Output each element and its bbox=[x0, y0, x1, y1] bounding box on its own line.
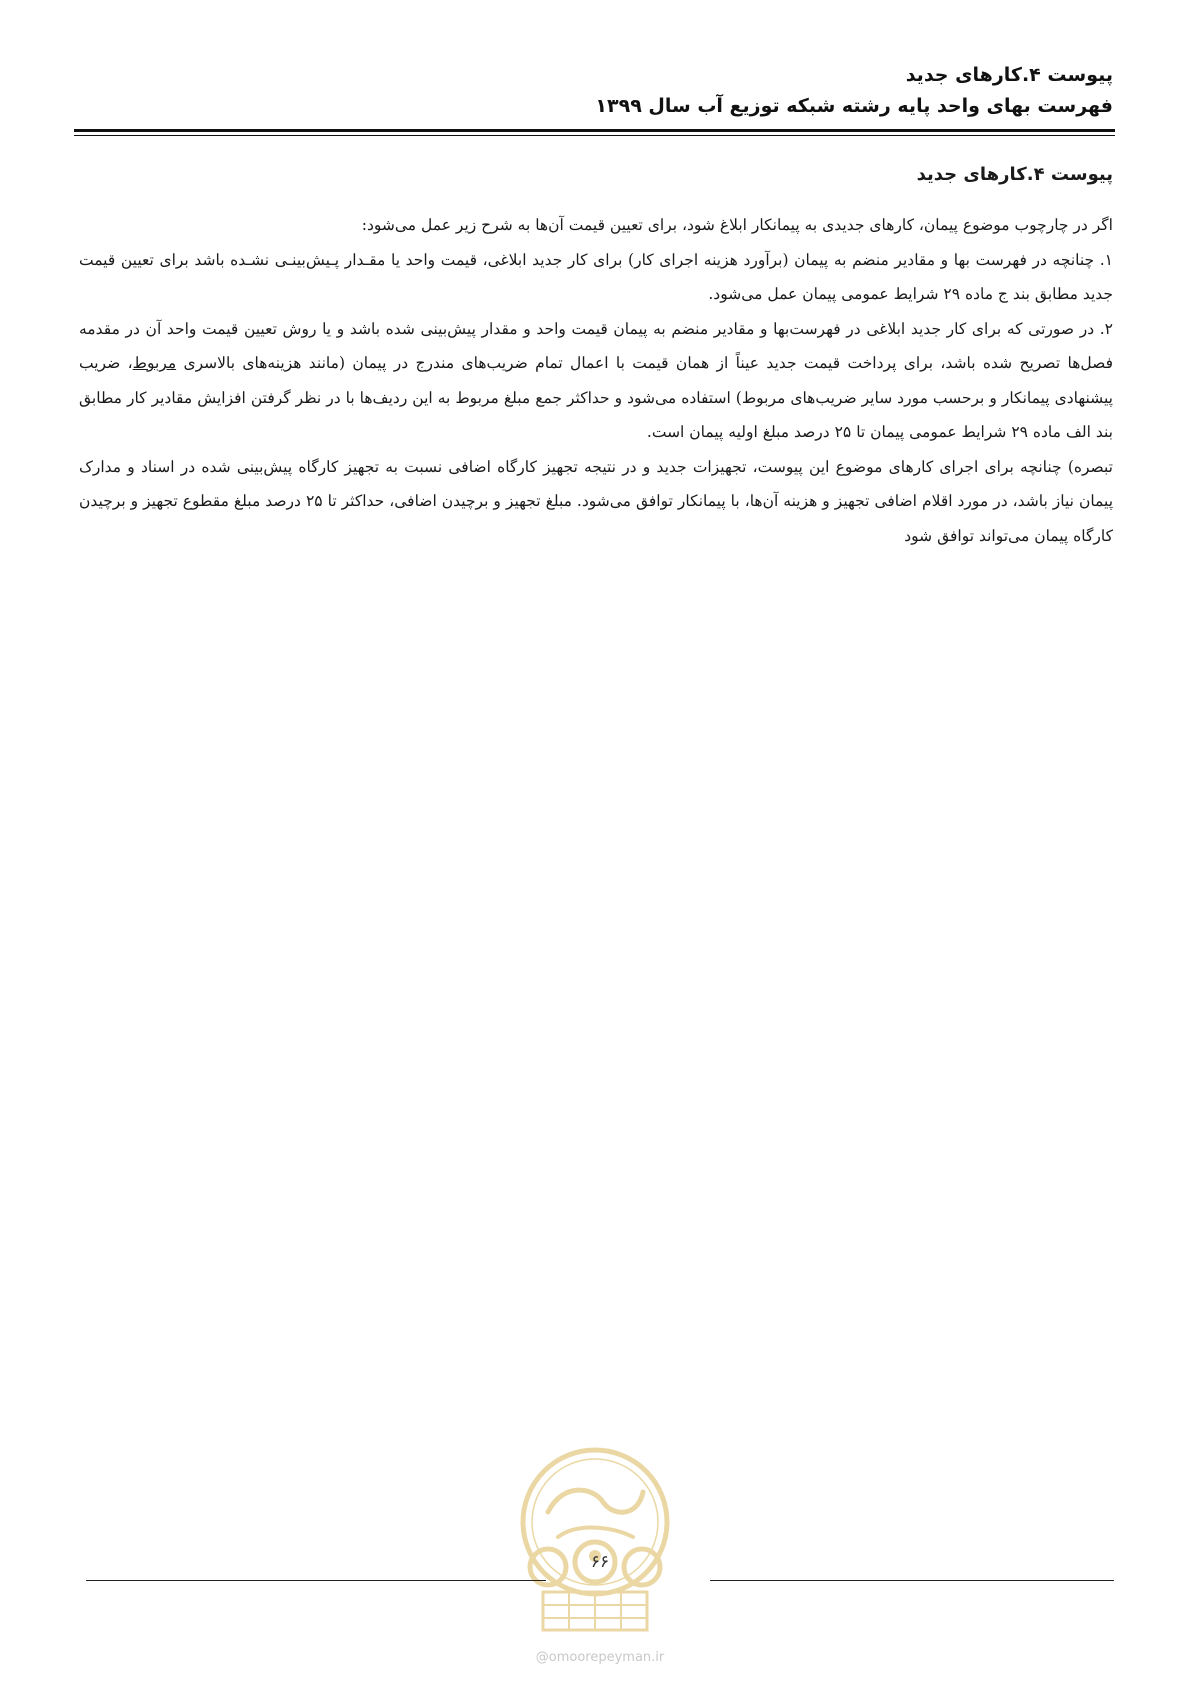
watermark-logo bbox=[503, 1442, 688, 1637]
item-2-text-part2: ، ضریب پیشنهادی پیمانکار و برحسب مورد سایر ضریب‌های مربوط) استفاده می‌شود و حداکثر جمع مبلغ مربوط به این ردیف‌ها با در نظر گرفتن افزایش مقادیر کار مطابق بند الف ماده ۲۹ شرایط عمومی پیمان تا ۲۵ درصد مبلغ اولیه پیمان است. bbox=[79, 354, 1113, 441]
section-title: پیوست ۴.کارهای جدید bbox=[916, 164, 1113, 185]
page-number: ۶۶ bbox=[590, 1552, 610, 1572]
item-1-paragraph: ۱. چنانچه در فهرست بها و مقادیر منضم به پیمان (برآورد هزینه اجرای کار) برای کار جدید ابلاغی، قیمت واحد یا مقـدار پـیش‌بینـی نشـده باشد برای تعیین قیمت جدید مطابق بند ج ماده ۲۹ شرایط عمومی پیمان عمل می‌شود. bbox=[79, 250, 1113, 303]
note-paragraph: تبصره) چنانچه برای اجرای کارهای موضوع این پیوست، تجهیزات جدید و در نتیجه تجهیز کارگاه اضافی نسبت به تجهیز کارگاه پیش‌بینی شده در اسناد و مدارک پیمان نیاز باشد، در مورد اقلام اضافی تجهیز و هزینه آن‌ها، با پیمانکار توافق می‌شود. مبلغ تجهیز و برچیدن اضافی، حداکثر تا ۲۵ درصد مبلغ مقطوع تجهیز و برچیدن کارگاه پیمان می‌تواند توافق شود bbox=[79, 457, 1114, 545]
intro-paragraph: اگر در چارچوب موضوع پیمان، کارهای جدیدی به پیمانکار ابلاغ شود، برای تعیین قیمت آن‌ها به شرح زیر عمل می‌شود: bbox=[361, 216, 1113, 234]
item-2-paragraph bbox=[79, 312, 1113, 450]
header-divider bbox=[74, 129, 1115, 132]
header-appendix-title: پیوست ۴.کارهای جدید bbox=[905, 64, 1113, 86]
page-body bbox=[79, 160, 1113, 553]
footer-divider-right bbox=[710, 1580, 1114, 1581]
footer-divider-left bbox=[86, 1580, 546, 1581]
item-2-text-part1: ۲. در صورتی که برای کار جدید ابلاغی در فهرست‌بها و مقادیر منضم به پیمان قیمت واحد و مقدار پیش‌بینی شده باشد و یا روش تعیین قیمت واحد آن در مقدمه فصل‌ها تصریح شده باشد، برای پرداخت قیمت جدید عیناً از همان قیمت با اعمال تمام ضریب‌های مندرج در پیمان (مانند هزینه‌های بالاسری bbox=[79, 319, 1113, 372]
header-document-title: فهرست بهای واحد پایه رشته شبکه توزیع آب سال ۱۳۹۹ bbox=[595, 95, 1113, 117]
page-header bbox=[73, 60, 1113, 122]
watermark-url: @omoorepeyman.ir bbox=[535, 1650, 665, 1665]
item-2-underlined-word: مربوط bbox=[132, 354, 177, 372]
